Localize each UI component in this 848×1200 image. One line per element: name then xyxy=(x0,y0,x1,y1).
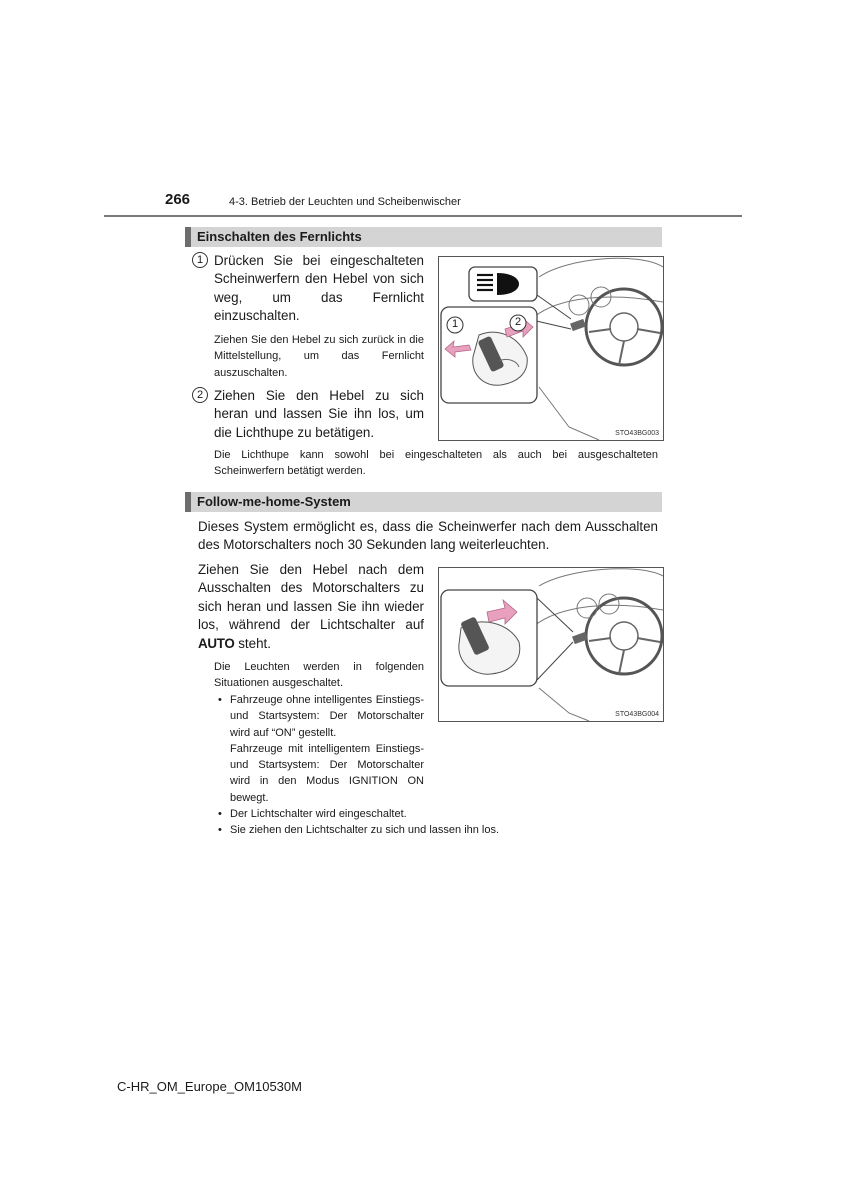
situations-list xyxy=(214,692,500,839)
step-end: steht. xyxy=(238,635,271,651)
document-id: C-HR_OM_Europe_OM10530M xyxy=(117,1079,302,1094)
follow-me-home-step xyxy=(198,561,424,653)
step-1-note: Ziehen Sie den Hebel zu sich zurück in die Mittelstellung, um das Fernlicht auszuschalten. xyxy=(214,334,424,379)
step-1-marker: 1 xyxy=(192,252,208,268)
page-number: 266 xyxy=(165,191,191,208)
follow-me-home-intro: Dieses System ermöglicht es, dass die Scheinwerfer nach dem Ausschalten des Motorschalters noch 30 Sekunden lang weiterleuchten. xyxy=(198,519,658,553)
step-text: Ziehen Sie den Hebel nach dem Ausschalten des Motorschalters zu sich heran und lassen Sie ihn wieder los, während der Lichtschalter auf xyxy=(198,562,424,633)
figure-caption: STO43BG003 xyxy=(615,430,659,437)
step-2-text: Ziehen Sie den Hebel zu sich heran und lassen Sie ihn los, um die Lichthupe zu betätigen. xyxy=(214,388,424,440)
figure-label-2: 2 xyxy=(514,316,522,328)
section-title-high-beam: Einschalten des Fernlichts xyxy=(185,227,662,247)
section-title-follow-me-home: Follow-me-home-System xyxy=(185,492,662,512)
situations-intro: Die Leuchten werden in folgenden Situationen ausgeschaltet. xyxy=(214,661,424,690)
auto-label: AUTO xyxy=(198,635,235,651)
list-item: • Sie ziehen den Lichtschalter zu sich und lassen ihn los. xyxy=(214,822,560,838)
figure-caption: STO43BG004 xyxy=(615,711,659,718)
high-beam-illustration xyxy=(439,257,663,440)
follow-me-home-illustration xyxy=(439,568,663,721)
header-divider xyxy=(104,215,742,217)
figure-label-1: 1 xyxy=(451,318,459,330)
list-item: • Der Lichtschalter wird eingeschaltet. xyxy=(214,806,490,822)
step-1-text: Drücken Sie bei eingeschalteten Scheinwerfern den Hebel von sich weg, um das Fernlicht einzuschalten. xyxy=(214,253,424,324)
figure-follow-me-home xyxy=(438,567,664,722)
chapter-title: 4-3. Betrieb der Leuchten und Scheibenwischer xyxy=(229,196,461,208)
flash-note: Die Lichthupe kann sowohl bei eingeschalteten als auch bei ausgeschalteten Scheinwerfern betätigt werden. xyxy=(214,449,658,478)
list-item: • Fahrzeuge ohne intelligentes Einstiegs- und Startsystem: Der Motorschalter wird auf “ON” gestellt. Fahrzeuge mit intelligentem Einstiegs- und Startsystem: Der Motorschalter wird in den Modus IGNITION ON bewegt. xyxy=(214,692,424,806)
step-2-marker: 2 xyxy=(192,387,208,403)
figure-high-beam xyxy=(438,256,664,441)
